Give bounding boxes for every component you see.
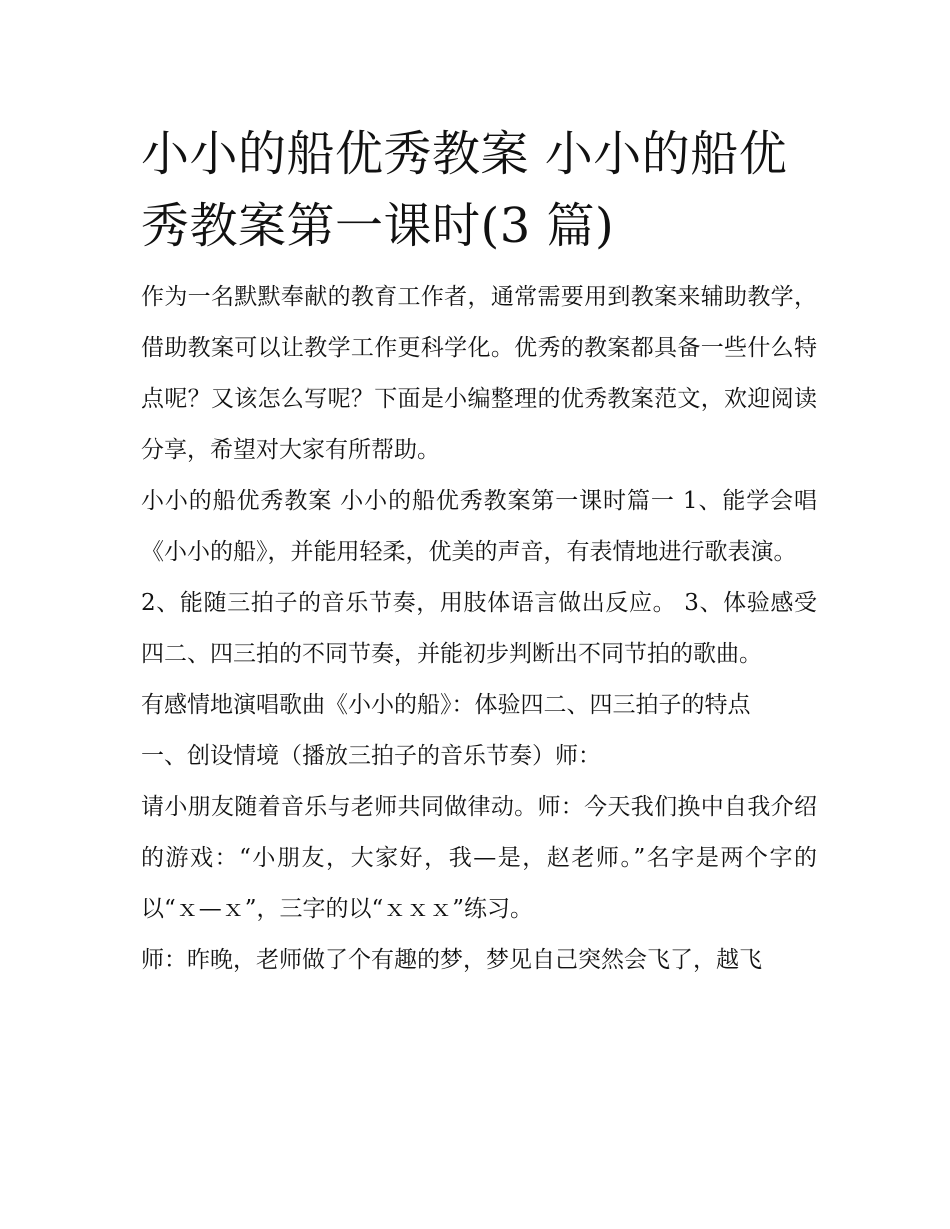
paragraph-activity: 请小朋友随着音乐与老师共同做律动。师：今天我们换中自我介绍的游戏：“小朋友，大家好，我—是，赵老师。”名字是两个字的以“ｘ—ｘ”，三字的以“ｘｘｘ”练习。 [141,794,817,922]
paragraph-story: 师：昨晚，老师做了个有趣的梦，梦见自己突然会飞了，越飞 [141,947,762,973]
document-title: 小小的船优秀教案 小小的船优秀教案第一课时(3 篇) [141,126,788,254]
paragraph-objective-2-3: 2、能随三拍子的音乐节奏，用肢体语言做出反应。 3、体验感受四二、四三拍的不同节奏，并能初步判断出不同节拍的歌曲。 [141,590,817,667]
document-content [141,118,817,986]
paragraph-key-point: 有感情地演唱歌曲《小小的船》：体验四二、四三拍子的特点 [141,692,751,718]
paragraph-objective-1: 小小的船优秀教案 小小的船优秀教案第一课时篇一 1、能学会唱《小小的船》，并能用轻柔，优美的声音，有表情地进行歌表演。 [141,488,817,565]
paragraph-section-heading: 一、创设情境（播放三拍子的音乐节奏）师： [141,743,601,769]
document-body [141,272,817,986]
paragraph-intro: 作为一名默默奉献的教育工作者，通常需要用到教案来辅助教学，借助教案可以让教学工作更科学化。优秀的教案都具备一些什么特点呢？又该怎么写呢？下面是小编整理的优秀教案范文，欢迎阅读分享，希望对大家有所帮助。 [141,284,817,463]
